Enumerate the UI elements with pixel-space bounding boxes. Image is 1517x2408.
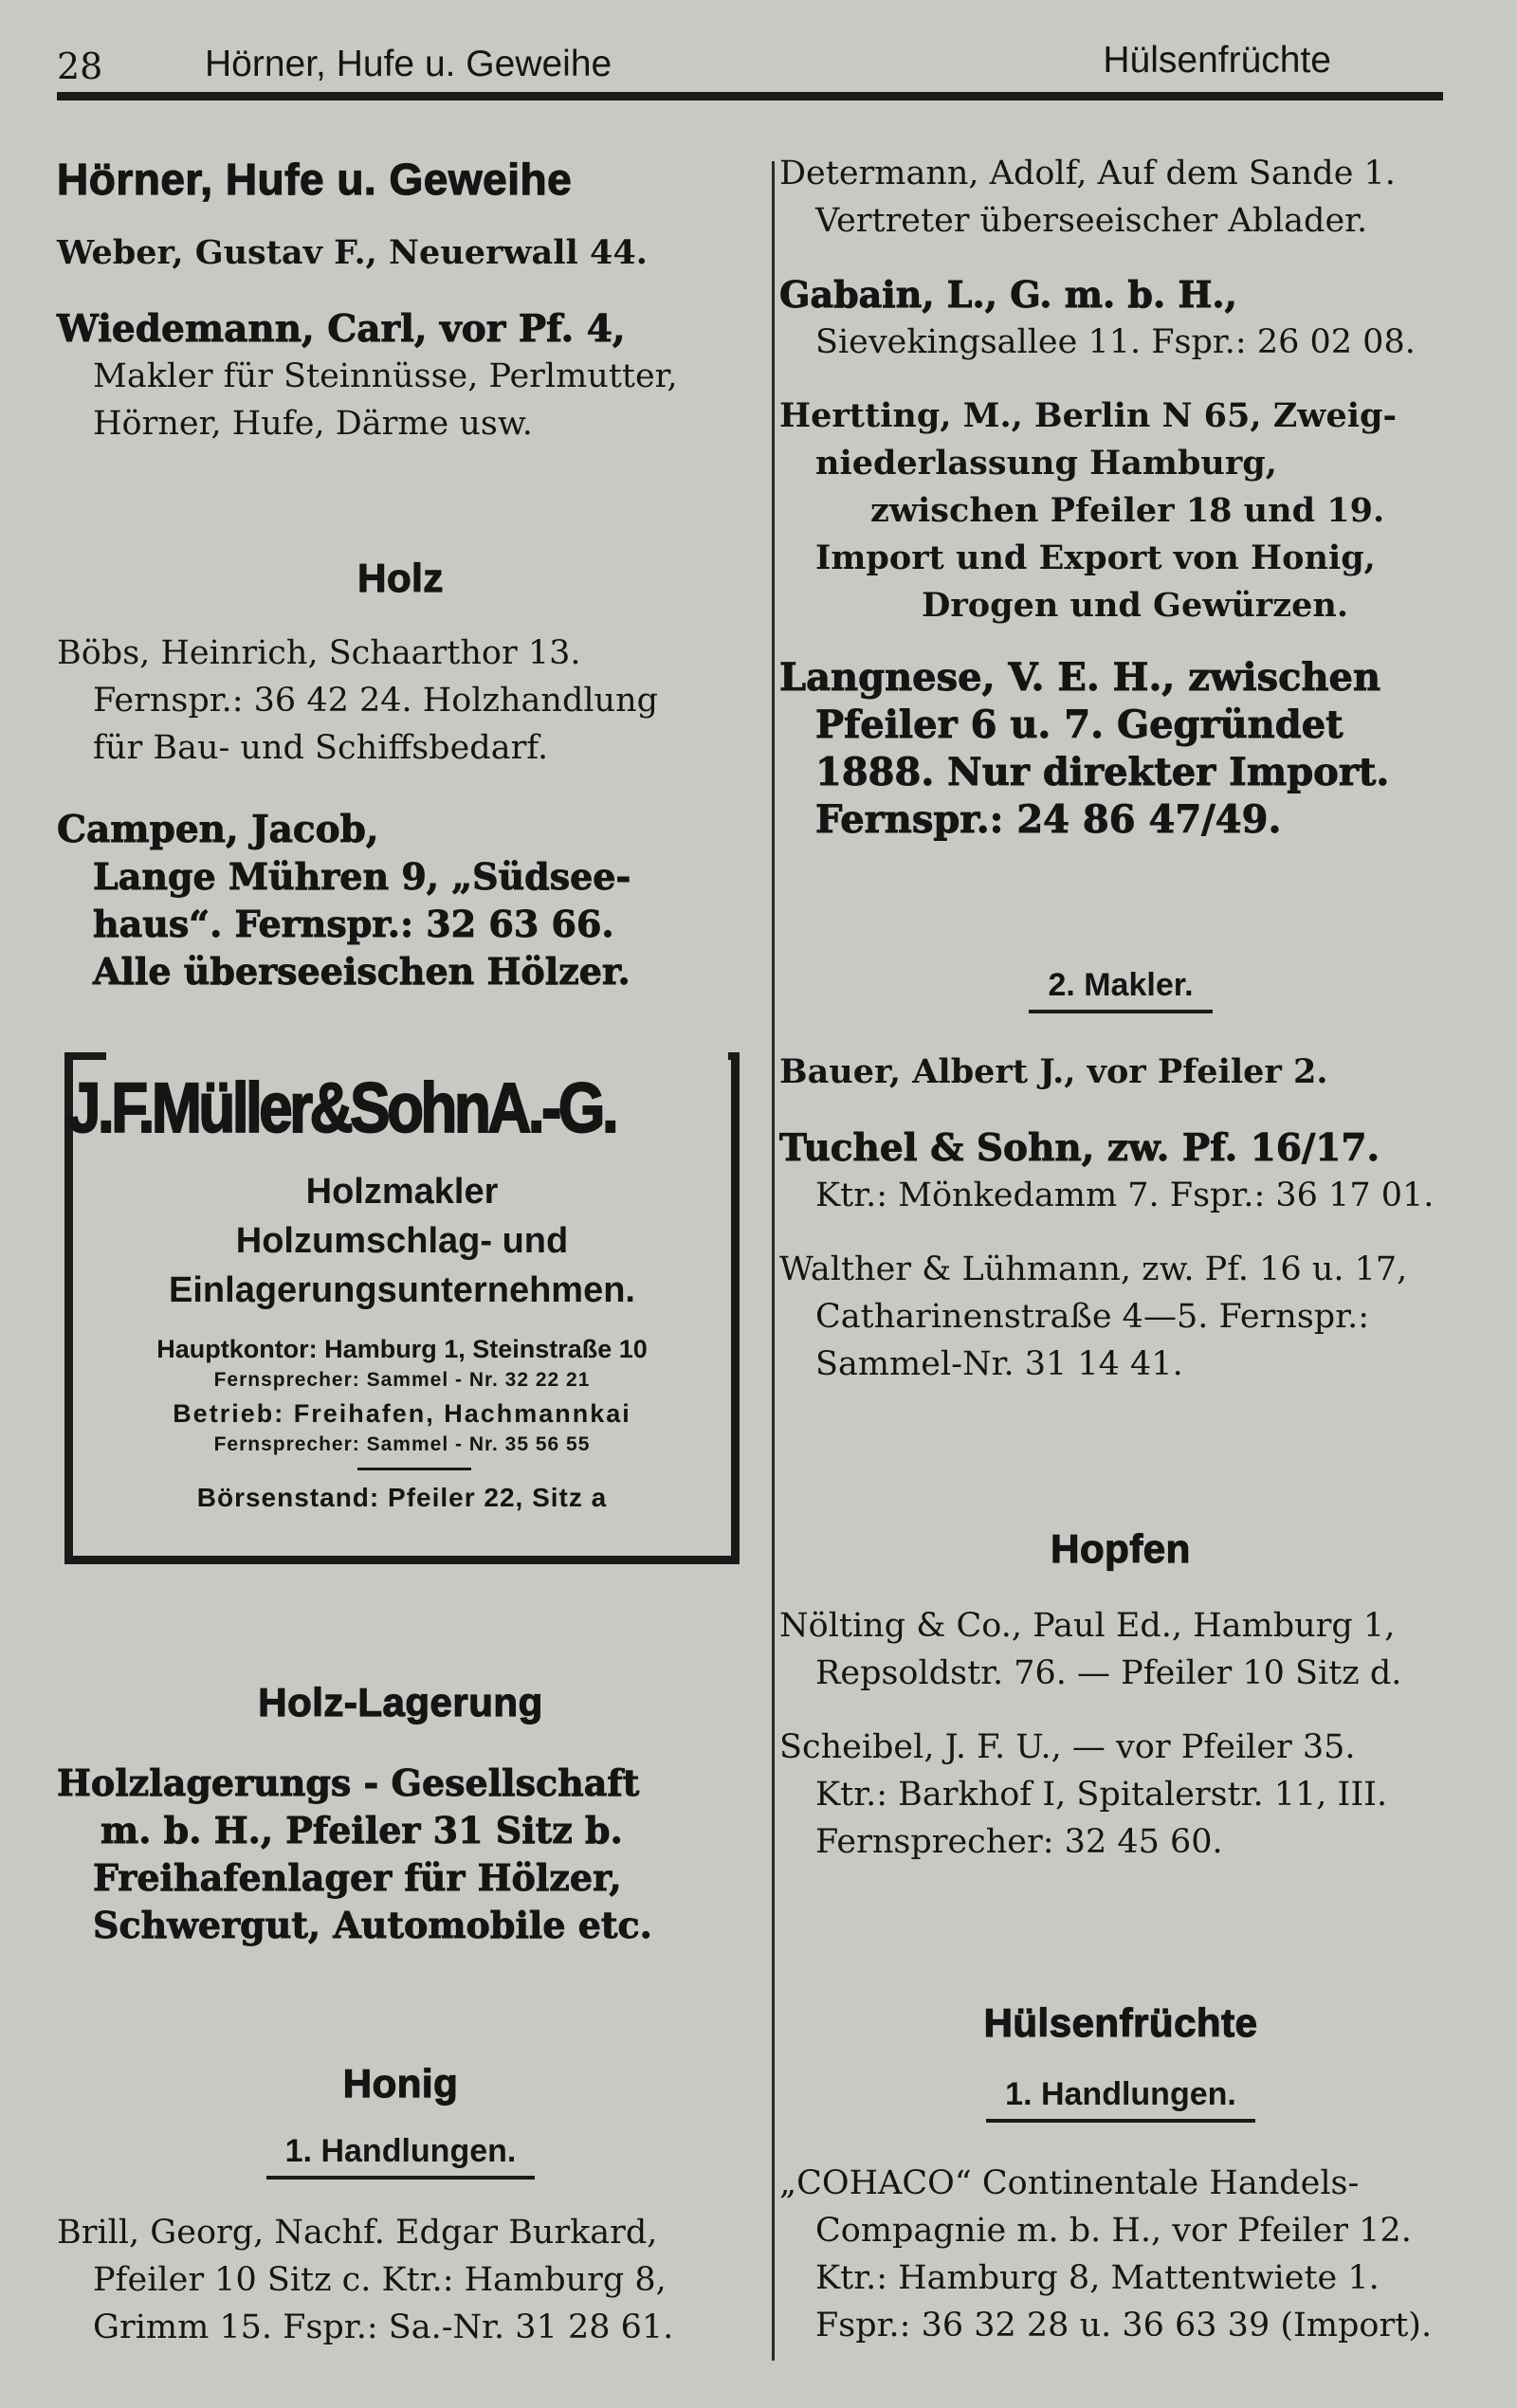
entry-line: Scheibel, J. F. U., — vor Pfeiler 35. (779, 1728, 1356, 1766)
entry-campen (57, 806, 744, 995)
page-number: 28 (57, 46, 103, 87)
entry-bauer (779, 1049, 1462, 1096)
ad-line: Holzumschlag- und (235, 1221, 569, 1261)
entry-line: niederlassung Hamburg, (815, 444, 1277, 483)
entry-line: Sievekingsallee 11. Fspr.: 26 02 08. (815, 323, 1416, 361)
ad-frame-corner (64, 1052, 106, 1060)
entry-line: Grimm 15. Fspr.: Sa.-Nr. 31 28 61. (93, 2308, 674, 2346)
subsection-label: 1. Handlungen. (986, 2076, 1255, 2123)
ad-line: Holzmakler (305, 1172, 499, 1212)
entry-determann (779, 150, 1462, 245)
entry-gabain (779, 271, 1462, 366)
ad-frame-corner (728, 1052, 740, 1060)
subsection-handlungen (57, 2133, 744, 2180)
entry-hertting (779, 392, 1462, 629)
entry-walther (779, 1246, 1462, 1388)
entry-line: Catharinenstraße 4—5. Fernspr.: (815, 1298, 1369, 1336)
entry-line: haus“. Fernspr.: 32 63 66. (93, 903, 614, 945)
entry-line: Schwergut, Automobile etc. (93, 1904, 652, 1946)
page-header (57, 36, 1443, 93)
ad-line: Fernsprecher: Sammel - Nr. 32 22 21 (213, 1369, 591, 1391)
entry-line: Walther & Lühmann, zw. Pf. 16 u. 17, (779, 1250, 1408, 1288)
subsection-label: 1. Handlungen. (266, 2133, 536, 2180)
ad-line: Hauptkontor: Hamburg 1, Steinstraße 10 (156, 1335, 648, 1363)
section-title-hoerner: Hörner, Hufe u. Geweihe (57, 155, 573, 204)
entry-line: Nölting & Co., Paul Ed., Hamburg 1, (779, 1607, 1396, 1645)
advertisement-mueller (64, 1060, 740, 1564)
entry-line: Fernsprecher: 32 45 60. (815, 1823, 1223, 1861)
entry-line: Ktr.: Mönkedamm 7. Fspr.: 36 17 01. (815, 1177, 1435, 1214)
entry-line: Bauer, Albert J., vor Pfeiler 2. (779, 1052, 1328, 1091)
entry-line: Hertting, M., Berlin N 65, Zweig- (779, 396, 1398, 435)
entry-weber (57, 229, 744, 277)
entry-line: Wiedemann, Carl, vor Pf. 4, (57, 307, 626, 351)
entry-cohaco (779, 2160, 1462, 2349)
entry-line: Compagnie m. b. H., vor Pfeiler 12. (815, 2212, 1412, 2250)
section-title-huelsenfruechte: Hülsenfrüchte (983, 2000, 1258, 2045)
entry-line: Tuchel & Sohn, zw. Pf. 16/17. (779, 1126, 1380, 1170)
section-title-holz-lagerung: Holz-Lagerung (258, 1680, 543, 1724)
ad-line: Betrieb: Freihafen, Hachmannkai (173, 1399, 631, 1428)
entry-line: Determann, Adolf, Auf dem Sande 1. (779, 155, 1396, 192)
ad-divider (357, 1468, 471, 1470)
entry-line: Fspr.: 36 32 28 u. 36 63 39 (Import). (815, 2307, 1433, 2344)
entry-wiedemann (57, 305, 744, 447)
entry-boebs (57, 629, 744, 772)
entry-langnese (779, 654, 1462, 844)
entry-holzlagerung (57, 1760, 744, 1949)
entry-line: Makler für Steinnüsse, Perlmutter, (93, 357, 678, 395)
entry-line: Hörner, Hufe, Därme usw. (93, 405, 533, 443)
entry-line: Ktr.: Barkhof I, Spitalerstr. 11, III. (815, 1776, 1388, 1814)
header-rule (57, 92, 1443, 100)
subsection-makler (779, 967, 1462, 1013)
entry-tuchel (779, 1124, 1462, 1219)
ad-line: Börsenstand: Pfeiler 22, Sitz a (196, 1483, 608, 1512)
entry-line: Langnese, V. E. H., zwischen (779, 655, 1381, 700)
entry-line: Böbs, Heinrich, Schaarthor 13. (57, 634, 581, 672)
entry-line: m. b. H., Pfeiler 31 Sitz b. (101, 1809, 623, 1852)
entry-line: Gabain, L., G. m. b. H., (779, 273, 1237, 316)
entry-line: „COHACO“ Continentale Handels- (779, 2164, 1360, 2202)
entry-line: Alle überseeischen Hölzer. (93, 950, 631, 993)
ad-line: Einlagerungsunternehmen. (169, 1270, 635, 1310)
entry-line: Drogen und Gewürzen. (922, 586, 1349, 625)
entry-brill (57, 2209, 744, 2351)
section-title-honig: Honig (342, 2061, 459, 2106)
entry-line: Brill, Georg, Nachf. Edgar Burkard, (57, 2214, 658, 2252)
subsection-label: 2. Makler. (1029, 967, 1212, 1013)
entry-line: Ktr.: Hamburg 8, Mattentwiete 1. (815, 2259, 1380, 2297)
section-title-holz: Holz (357, 556, 444, 600)
entry-line: für Bau- und Schiffsbedarf. (93, 729, 549, 767)
entry-line: Pfeiler 10 Sitz c. Ktr.: Hamburg 8, (93, 2261, 667, 2299)
running-head-right: Hülsenfrüchte (1103, 40, 1331, 81)
entry-line: zwischen Pfeiler 18 und 19. (870, 491, 1385, 530)
entry-line: Holzlagerungs - Gesellschaft (57, 1761, 640, 1804)
entry-line: Vertreter überseeischer Ablader. (815, 202, 1368, 240)
entry-line: Lange Mühren 9, „Südsee- (93, 855, 631, 898)
entry-line: Fernspr.: 24 86 47/49. (815, 797, 1282, 842)
entry-noelting (779, 1602, 1462, 1697)
entry-line: Fernspr.: 36 42 24. Holzhandlung (93, 682, 659, 720)
entry-line: Pfeiler 6 u. 7. Gegründet (815, 702, 1343, 747)
running-head-left: Hörner, Hufe u. Geweihe (205, 44, 612, 84)
entry-line: Campen, Jacob, (57, 808, 379, 851)
section-title-hopfen: Hopfen (1051, 1526, 1191, 1571)
entry-line: Weber, Gustav F., Neuerwall 44. (57, 233, 648, 272)
entry-line: Repsoldstr. 76. — Pfeiler 10 Sitz d. (815, 1654, 1402, 1692)
entry-scheibel (779, 1724, 1462, 1866)
entry-line: Sammel-Nr. 31 14 41. (815, 1345, 1183, 1383)
entry-line: Import und Export von Honig, (815, 538, 1376, 577)
entry-line: 1888. Nur direkter Import. (815, 750, 1390, 794)
column-divider (772, 161, 775, 2361)
entry-line: Freihafenlager für Hölzer, (93, 1856, 622, 1899)
ad-line: Fernsprecher: Sammel - Nr. 35 56 55 (213, 1433, 591, 1455)
subsection-handlungen (779, 2076, 1462, 2123)
ad-firm-name: J.F.Müller&SohnA.-G. (67, 1068, 616, 1147)
